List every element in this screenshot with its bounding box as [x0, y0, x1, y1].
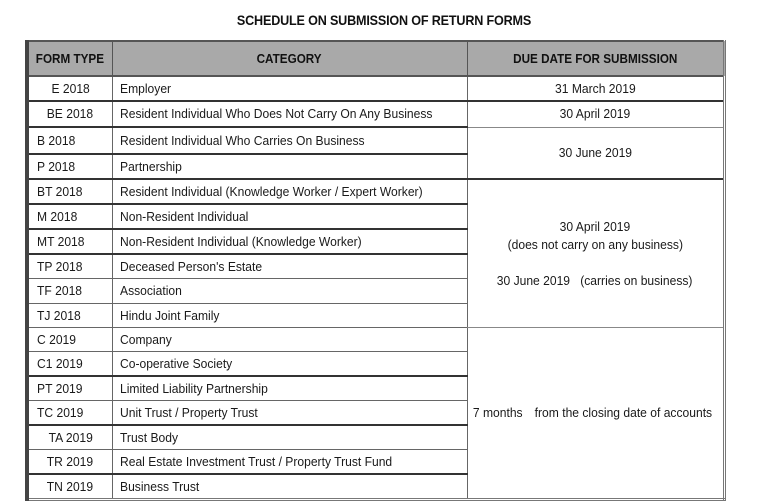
category-cell: Hindu Joint Family: [112, 304, 467, 328]
form-type-cell: MT 2018: [27, 229, 112, 254]
form-type-cell: TJ 2018: [27, 304, 112, 328]
form-type-cell: P 2018: [27, 154, 112, 179]
form-type-cell: TN 2019: [27, 474, 112, 500]
form-type-cell: C1 2019: [27, 352, 112, 377]
form-type-cell: BE 2018: [27, 101, 112, 127]
form-type-cell: C 2019: [27, 328, 112, 352]
form-type-cell: B 2018: [27, 127, 112, 154]
form-type-cell: TR 2019: [27, 450, 112, 475]
category-cell: Non-Resident Individual (Knowledge Worker): [112, 229, 467, 254]
category-cell: Resident Individual (Knowledge Worker / Expert Worker): [112, 179, 467, 204]
header-category: CATEGORY: [112, 41, 467, 76]
header-row: [27, 41, 725, 76]
due-date-cell: 30 April 2019 (does not carry on any business) 30 June 2019 (carries on business): [467, 179, 725, 328]
form-type-cell: TA 2019: [27, 425, 112, 450]
category-cell: Company: [112, 328, 467, 352]
category-cell: Partnership: [112, 154, 467, 179]
form-type-cell: BT 2018: [27, 179, 112, 204]
category-cell: Non-Resident Individual: [112, 204, 467, 229]
form-type-cell: PT 2019: [27, 376, 112, 401]
due-date-cell: 30 June 2019: [467, 127, 725, 179]
category-cell: Unit Trust / Property Trust: [112, 401, 467, 426]
due-date-cell: 7 months from the closing date of accounts: [473, 405, 713, 420]
category-cell: Limited Liability Partnership: [112, 376, 467, 401]
due-date-cell: 31 March 2019: [467, 76, 725, 101]
due-date-cell: 30 April 2019: [467, 101, 725, 127]
form-type-cell: TP 2018: [27, 254, 112, 279]
header-form-type: FORM TYPE: [27, 41, 112, 76]
form-type-cell: TC 2019: [27, 401, 112, 426]
category-cell: Association: [112, 279, 467, 304]
table-row: [27, 76, 725, 101]
category-cell: Co-operative Society: [112, 352, 467, 377]
form-type-cell: TF 2018: [27, 279, 112, 304]
table-row: [27, 127, 725, 154]
page-title: SCHEDULE ON SUBMISSION OF RETURN FORMS: [236, 12, 532, 28]
category-cell: Trust Body: [112, 425, 467, 450]
category-cell: Resident Individual Who Carries On Business: [112, 127, 467, 154]
schedule-table: [25, 40, 726, 501]
category-cell: Real Estate Investment Trust / Property Trust Fund: [112, 450, 467, 475]
category-cell: Deceased Person's Estate: [112, 254, 467, 279]
header-due-date: DUE DATE FOR SUBMISSION: [467, 41, 725, 76]
table-row: [27, 101, 725, 127]
form-type-cell: E 2018: [27, 76, 112, 101]
category-cell: Resident Individual Who Does Not Carry On Any Business: [112, 101, 467, 127]
table-row: [27, 179, 725, 204]
category-cell: Business Trust: [112, 474, 467, 500]
table-row: [27, 328, 725, 352]
form-type-cell: M 2018: [27, 204, 112, 229]
category-cell: Employer: [112, 76, 467, 101]
